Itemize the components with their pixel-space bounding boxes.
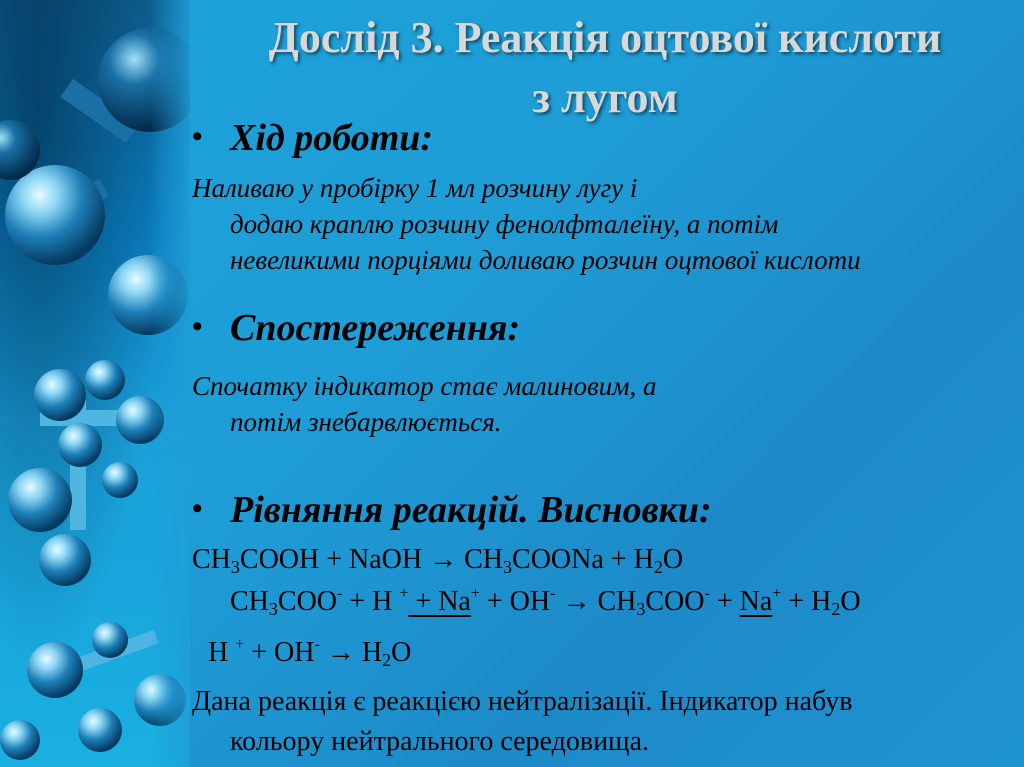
conclusion-line: кольору нейтрального середовища. bbox=[230, 726, 650, 757]
bullet-icon: • bbox=[192, 310, 203, 343]
procedure-line: Наливаю у пробірку 1 мл розчину лугу і bbox=[192, 173, 638, 203]
conclusion-line: Дана реакція є реакцією нейтралізації. Індикатор набув bbox=[192, 686, 853, 717]
bullet-icon: • bbox=[192, 120, 203, 153]
slide-title-line2: з лугом bbox=[532, 73, 678, 122]
observation-text bbox=[192, 368, 1024, 440]
procedure-line: невеликими порціями доливаю розчин оцтової кислоти bbox=[230, 245, 861, 275]
conclusion-text bbox=[192, 682, 1024, 762]
equation-short-ionic: H $^+ + OH^- \to H_2O$ bbox=[208, 636, 412, 670]
observation-heading bbox=[192, 306, 520, 350]
bullet-icon: • bbox=[192, 492, 203, 525]
procedure-text bbox=[192, 170, 1024, 278]
equations-heading-text: Рівняння реакцій. Висновки: bbox=[230, 489, 712, 531]
observation-line: потім знебарвлюється. bbox=[230, 407, 502, 437]
equations-heading bbox=[192, 488, 712, 532]
middle-molecule bbox=[8, 360, 164, 586]
molecule-decoration bbox=[0, 0, 190, 767]
observation-line: Спочатку індикатор стає малиновим, а bbox=[192, 371, 657, 401]
observation-heading-text: Спостереження: bbox=[230, 307, 521, 349]
procedure-line: додаю краплю розчину фенолфталеїну, а потім bbox=[230, 209, 779, 239]
equation-molecular: $CH_3COOH$ + NaOH → $CH_3COONa + H_2O$ bbox=[192, 544, 684, 577]
equation-full-ionic: $CH_3COO^- + H$ $^+ + Na^+ + OH^- \to CH_3COO^- + Na^+ + H_2O$ bbox=[230, 585, 861, 619]
slide-title-line1: Дослід 3. Реакція оцтової кислоти bbox=[268, 13, 942, 62]
slide-title bbox=[200, 8, 1010, 128]
panel-fade bbox=[150, 0, 190, 767]
procedure-heading-text: Хід роботи: bbox=[230, 117, 434, 159]
procedure-heading bbox=[192, 116, 433, 160]
